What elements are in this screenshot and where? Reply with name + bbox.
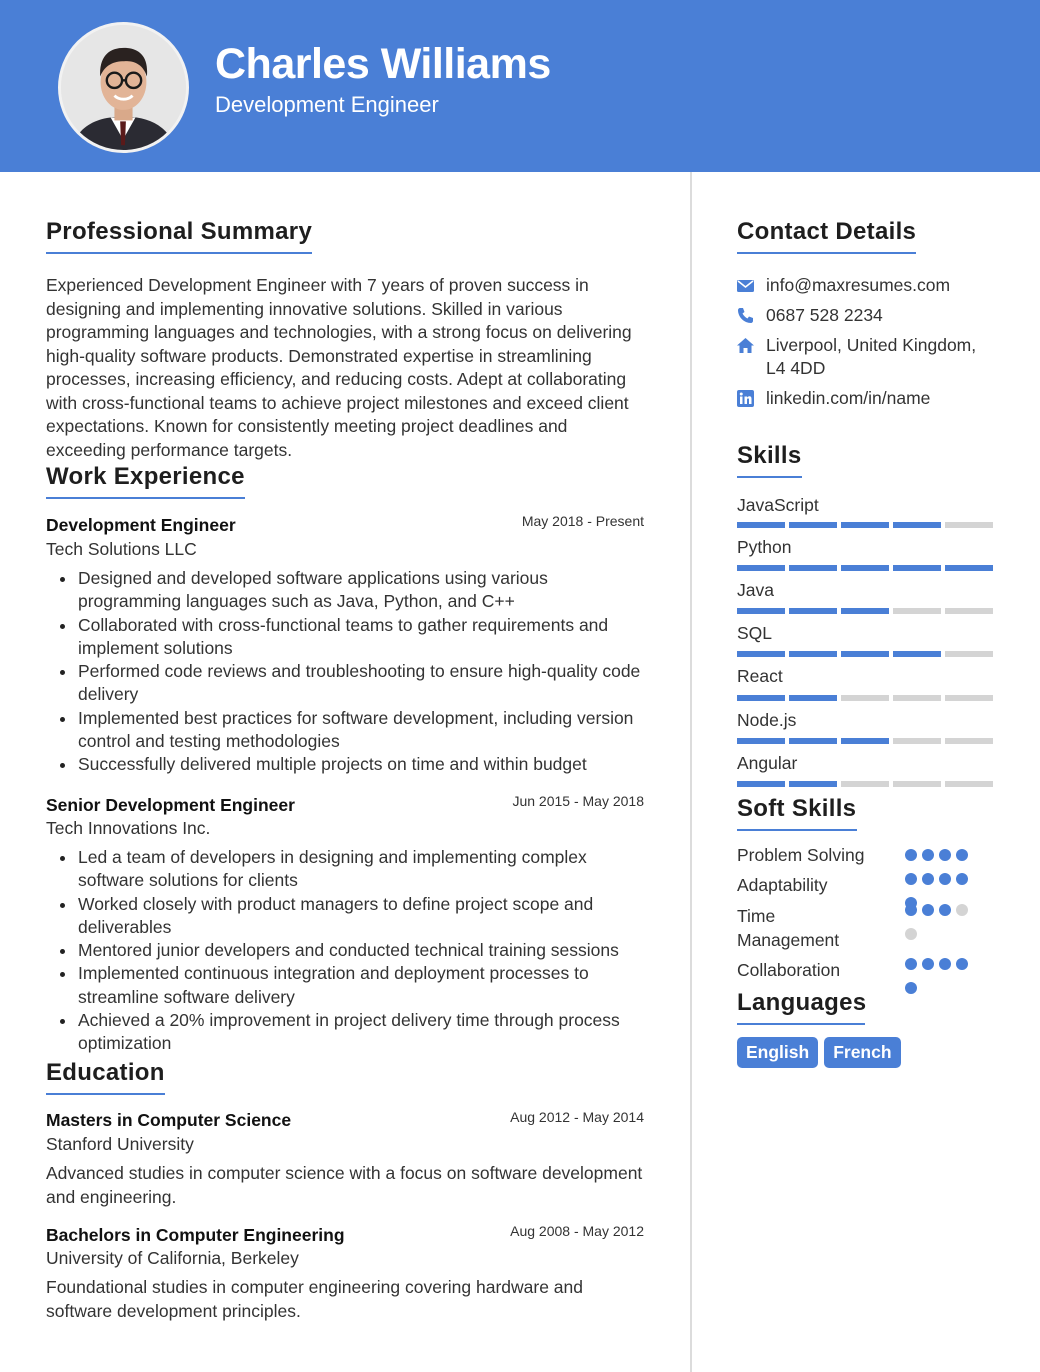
skill-name: JavaScript <box>737 495 819 515</box>
skill-level-segment <box>789 651 837 657</box>
school-name: Stanford University <box>46 1134 194 1154</box>
language-tag: French <box>824 1037 900 1068</box>
skill-level-bar <box>737 651 993 657</box>
skill-level-segment <box>945 651 993 657</box>
envelope-icon <box>737 277 754 294</box>
rating-dot <box>922 958 934 970</box>
degree-title: Masters in Computer Science <box>46 1110 292 1130</box>
section-heading-summary: Professional Summary <box>46 218 312 254</box>
school-name: University of California, Berkeley <box>46 1248 299 1268</box>
skill-level-segment <box>789 608 837 614</box>
skill-level-bar <box>737 522 993 528</box>
skill-level-segment <box>737 608 785 614</box>
summary-text: Experienced Development Engineer with 7 years of proven success in designing and implementing innovative solutions. Skilled in various programming languages and technologies, with a strong focus on delivering high-quality software products. Demonstrated expertise in streamlining processes, increasing efficiency, and reducing costs. Adept at collaborating with cross-functional teams to achieve project milestones and exceed client expectations. Known for consistently meeting project deadlines and exceeding performance targets. <box>46 275 632 460</box>
list-item: Successfully delivered multiple projects on time and within budget <box>58 753 648 776</box>
list-item: Achieved a 20% improvement in project delivery time through process optimization <box>58 1009 648 1056</box>
job-dates: Jun 2015 - May 2018 <box>512 793 644 809</box>
skill-level-segment <box>789 565 837 571</box>
list-item: Led a team of developers in designing and implementing complex software solutions for clients <box>58 846 648 893</box>
soft-skill-name: Problem Solving <box>737 845 865 865</box>
contact-phone-text: 0687 528 2234 <box>766 305 883 325</box>
skill-level-segment <box>737 695 785 701</box>
resume-header <box>0 0 1040 172</box>
skill-name: Java <box>737 580 774 600</box>
contact-email-text: info@maxresumes.com <box>766 275 951 295</box>
skill-level-segment <box>841 608 889 614</box>
list-item: Implemented continuous integration and deployment processes to streamline software delivery <box>58 962 648 1009</box>
phone-icon <box>737 307 754 324</box>
skill-level-segment <box>789 522 837 528</box>
skill-level-segment <box>841 651 889 657</box>
skill-level-bar <box>737 781 993 787</box>
profile-photo <box>58 22 189 153</box>
soft-skill-name: Adaptability <box>737 875 828 895</box>
skill-level-bar <box>737 608 993 614</box>
contact-linkedin[interactable] <box>737 387 997 411</box>
skill-level-segment <box>893 522 941 528</box>
degree-dates: Aug 2008 - May 2012 <box>510 1223 644 1239</box>
job-title: Senior Development Engineer <box>46 795 295 815</box>
rating-dot <box>922 873 934 885</box>
rating-dot <box>956 849 968 861</box>
soft-skill-name: Time Management <box>737 906 840 950</box>
skill-level-segment <box>945 781 993 787</box>
language-list <box>737 1037 901 1068</box>
rating-dot <box>939 873 951 885</box>
list-item: Mentored junior developers and conducted technical training sessions <box>58 939 648 962</box>
skill-level-segment <box>893 695 941 701</box>
rating-dot <box>939 904 951 916</box>
skill-level-segment <box>737 522 785 528</box>
skill-level-segment <box>841 738 889 744</box>
section-heading-contact: Contact Details <box>737 218 916 254</box>
rating-dot <box>939 958 951 970</box>
skill-name: Angular <box>737 753 798 773</box>
contact-linkedin-text: linkedin.com/in/name <box>766 388 931 408</box>
skill-name: Node.js <box>737 710 797 730</box>
list-item: Worked closely with product managers to define project scope and deliverables <box>58 893 648 940</box>
contact-address-text: Liverpool, United Kingdom, L4 4DD <box>766 335 977 378</box>
skill-level-bar <box>737 695 993 701</box>
rating-dot <box>939 849 951 861</box>
section-heading-soft-skills: Soft Skills <box>737 795 857 831</box>
rating-dot <box>922 904 934 916</box>
rating-dot <box>905 958 917 970</box>
soft-skill-name: Collaboration <box>737 960 841 980</box>
skill-level-segment <box>737 565 785 571</box>
skill-level-segment <box>893 565 941 571</box>
rating-dot <box>905 849 917 861</box>
list-item: Performed code reviews and troubleshooting to ensure high-quality code delivery <box>58 660 648 707</box>
skill-level-bar <box>737 565 993 571</box>
rating-dot <box>905 982 917 994</box>
skill-level-segment <box>945 608 993 614</box>
skill-level-segment <box>945 565 993 571</box>
list-item: Implemented best practices for software development, including version control and testing methodologies <box>58 707 648 754</box>
section-heading-education: Education <box>46 1059 165 1095</box>
skill-level-segment <box>789 695 837 701</box>
skill-level-segment <box>945 522 993 528</box>
skill-level-segment <box>893 651 941 657</box>
skill-level-segment <box>945 738 993 744</box>
list-item: Collaborated with cross-functional teams to gather requirements and implement solutions <box>58 614 648 661</box>
rating-dot <box>922 849 934 861</box>
skill-level-segment <box>893 738 941 744</box>
rating-dot <box>905 873 917 885</box>
rating-dot <box>956 873 968 885</box>
candidate-title: Development Engineer <box>215 92 439 117</box>
skill-name: Python <box>737 537 792 557</box>
degree-dates: Aug 2012 - May 2014 <box>510 1109 644 1125</box>
skill-level-bar <box>737 738 993 744</box>
rating-dot <box>905 928 917 940</box>
skill-level-segment <box>789 781 837 787</box>
degree-description: Advanced studies in computer science with a focus on software development and engineering. <box>46 1163 643 1207</box>
skill-level-segment <box>841 781 889 787</box>
skill-level-segment <box>737 651 785 657</box>
home-icon <box>737 337 754 354</box>
job-company: Tech Innovations Inc. <box>46 818 211 838</box>
skill-level-segment <box>841 695 889 701</box>
rating-dot <box>905 904 917 916</box>
contact-address <box>737 334 997 382</box>
skill-name: SQL <box>737 623 773 643</box>
rating-dot <box>956 904 968 916</box>
skill-level-segment <box>737 738 785 744</box>
skill-name: React <box>737 666 783 686</box>
skill-level-segment <box>789 738 837 744</box>
skill-level-segment <box>893 781 941 787</box>
list-item: Designed and developed software applications using various programming languages such as Java, Python, and C++ <box>58 567 648 614</box>
soft-skill-rating <box>905 849 980 873</box>
job-title: Development Engineer <box>46 515 236 535</box>
column-divider <box>690 172 692 1372</box>
section-heading-work: Work Experience <box>46 463 245 499</box>
degree-description: Foundational studies in computer engineering covering hardware and software development principles. <box>46 1277 584 1321</box>
rating-dot <box>956 958 968 970</box>
linkedin-icon <box>737 390 754 407</box>
job-company: Tech Solutions LLC <box>46 539 197 559</box>
soft-skill-rating <box>905 958 980 1006</box>
candidate-name: Charles Williams <box>215 40 551 88</box>
section-heading-skills: Skills <box>737 442 802 478</box>
degree-title: Bachelors in Computer Engineering <box>46 1225 345 1245</box>
job-bullets <box>58 846 648 1056</box>
job-bullets <box>58 567 648 777</box>
skill-level-segment <box>893 608 941 614</box>
contact-email[interactable] <box>737 274 997 298</box>
skill-level-segment <box>841 565 889 571</box>
language-tag: English <box>737 1037 818 1068</box>
section-heading-languages: Languages <box>737 989 865 1025</box>
skill-level-segment <box>841 522 889 528</box>
skill-level-segment <box>737 781 785 787</box>
job-dates: May 2018 - Present <box>521 513 644 529</box>
contact-phone[interactable] <box>737 304 997 328</box>
skill-level-segment <box>945 695 993 701</box>
soft-skill-rating <box>905 904 980 952</box>
